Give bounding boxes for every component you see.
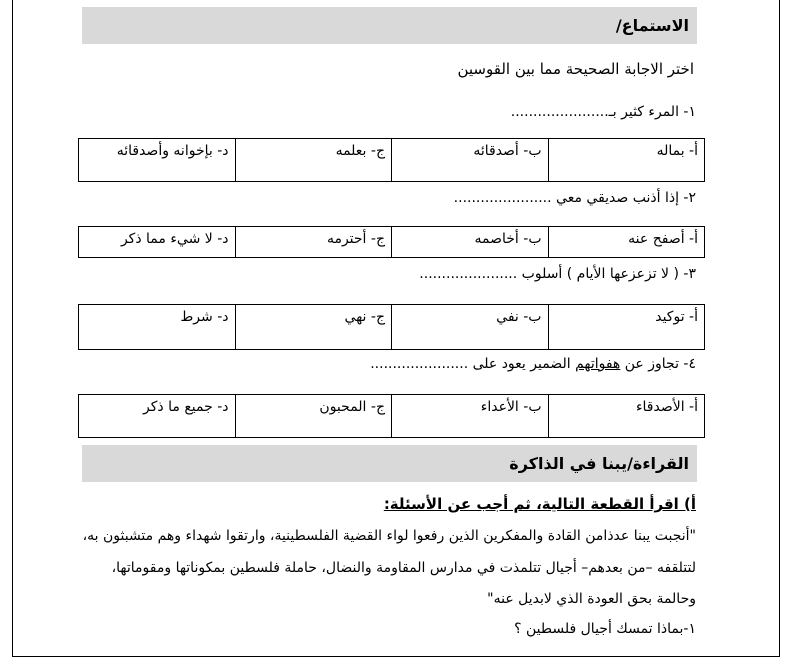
listening-instruction: اختر الاجابة الصحيحة مما بين القوسين <box>457 60 694 78</box>
question-4-options <box>78 394 705 438</box>
q3-option-c[interactable]: ج- نهي <box>235 305 392 350</box>
q3-option-d[interactable]: د- شرط <box>79 305 236 350</box>
question-4 <box>370 356 696 372</box>
question-3-options <box>78 304 705 350</box>
question-3: ٣- ( لا تزعزعها الأيام ) أسلوب ...................... <box>419 266 696 282</box>
q3-option-b[interactable]: ب- نفي <box>392 305 549 350</box>
q1-option-c[interactable]: ج- بعلمه <box>235 139 392 182</box>
reading-question-1: ١-بماذا تمسك أجيال فلسطين ؟ <box>514 621 696 637</box>
question-4-underlined-word: هفواتهم <box>575 356 621 372</box>
listening-title: الاستماع/ <box>615 16 689 35</box>
q2-option-a[interactable]: أ- أصفح عنه <box>548 227 705 258</box>
q4-option-d[interactable]: د- جميع ما ذكر <box>79 395 236 438</box>
q2-option-b[interactable]: ب- أخاصمه <box>392 227 549 258</box>
listening-header <box>82 7 697 44</box>
question-2-options <box>78 226 705 258</box>
passage-line-2: لتتلقفه –من بعدهم– أجيال تتلمذت في مدارس المقاومة والنضال، حاملة فلسطين بمكوناتها ومقوماتها، <box>111 560 696 576</box>
q4-option-c[interactable]: ج- المحبون <box>235 395 392 438</box>
question-4-text-before: ٤- تجاوز عن <box>620 356 696 372</box>
q2-option-d[interactable]: د- لا شيء مما ذكر <box>79 227 236 258</box>
question-4-text-after: الضمير يعود على ...................... <box>370 356 576 372</box>
passage-line-1: "أنجبت يبنا عدذامن القادة والمفكرين الذين رفعوا لواء القضية الفلسطينية، وارتقوا شهداء وهم متشبثون به، <box>82 528 696 544</box>
q2-option-c[interactable]: ج- أحترمه <box>235 227 392 258</box>
passage-line-3: وحالمة بحق العودة الذي لابديل عنه" <box>487 591 696 607</box>
reading-instruction: أ) اقرأ القطعة التالية، ثم أجب عن الأسئلة: <box>383 495 696 513</box>
reading-header <box>82 445 697 482</box>
question-2: ٢- إذا أذنب صديقي معي ...................... <box>453 190 696 206</box>
q4-option-a[interactable]: أ- الأصدقاء <box>548 395 705 438</box>
question-1-options <box>78 138 705 182</box>
question-1: ١- المرء كثير بـ...................... <box>510 104 696 120</box>
q3-option-a[interactable]: أ- توكيد <box>548 305 705 350</box>
q1-option-b[interactable]: ب- أصدقائه <box>392 139 549 182</box>
q1-option-d[interactable]: د- بإخوانه وأصدقائه <box>79 139 236 182</box>
q1-option-a[interactable]: أ- بماله <box>548 139 705 182</box>
q4-option-b[interactable]: ب- الأعداء <box>392 395 549 438</box>
reading-title: القراءة/يبنا في الذاكرة <box>509 454 689 473</box>
